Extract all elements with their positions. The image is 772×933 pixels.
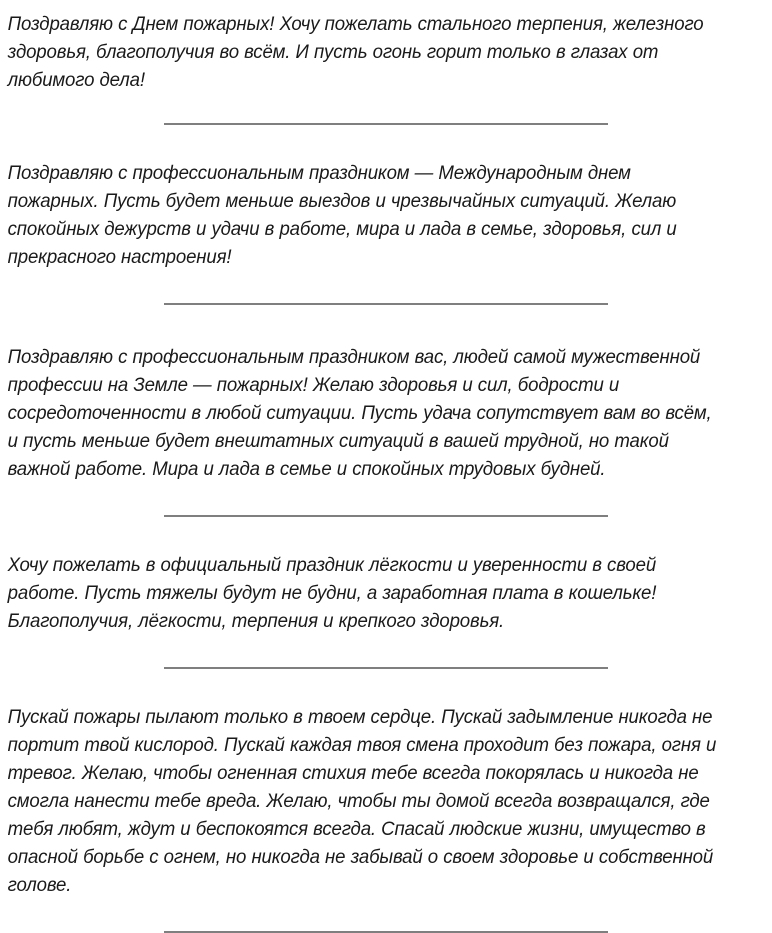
section-divider bbox=[164, 667, 608, 669]
greeting-block bbox=[0, 0, 772, 125]
greeting-text: Поздравляю с Днем пожарных! Хочу пожелать стального терпения, железного здоровья, благополучия во всём. И пусть огонь горит только в глазах от любимого дела! bbox=[7, 13, 704, 91]
greeting-text: Поздравляю с профессиональным праздником — Международным днем пожарных. Пусть будет меньше выездов и чрезвычайных ситуаций. Желаю спокойных дежурств и удачи в работе, мира и лада в семье, здоровья, сил и прекрасного настроения! bbox=[7, 162, 677, 268]
section-divider bbox=[164, 303, 608, 305]
greeting-divider-wrap bbox=[0, 483, 772, 517]
greeting-text: Пускай пожары пылают только в твоем сердце. Пускай задымление никогда не портит твой кислород. Пускай каждая твоя смена проходит без пожара, огня и тревог. Желаю, чтобы огненная стихия тебе всегда покорялась и никогда не смогла нанести тебе вреда. Желаю, чтобы ты домой всегда возвращался, где тебя любят, ждут и беспокоятся всегда. Спасай людские жизни, имущество в опасной борьбе с огнем, но никогда не забывай о своем здоровье и собственной голове. bbox=[7, 706, 717, 896]
greeting-divider-wrap bbox=[0, 94, 772, 125]
greeting-block bbox=[0, 677, 772, 933]
greeting-divider-wrap bbox=[0, 899, 772, 933]
greeting-text: Поздравляю с профессиональным праздником вас, людей самой мужественной профессии на Земле — пожарных! Желаю здоровья и сил, бодрости и сосредоточенности в любой ситуации. Пусть удача сопутствует вам во всём, и пусть меньше будет внештатных ситуаций в вашей трудной, но такой важной работе. Мира и лада в семье и спокойных трудовых будней. bbox=[7, 346, 712, 480]
section-divider bbox=[164, 515, 608, 517]
section-divider bbox=[164, 123, 608, 125]
greeting-block bbox=[0, 133, 772, 305]
greeting-block bbox=[0, 313, 772, 517]
greeting-divider-wrap bbox=[0, 271, 772, 305]
greeting-block bbox=[0, 525, 772, 669]
greeting-text: Хочу пожелать в официальный праздник лёгкости и уверенности в своей работе. Пусть тяжелы будут не будни, а заработная плата в кошельке! Благополучия, лёгкости, терпения и крепкого здоровья. bbox=[7, 554, 657, 632]
greeting-divider-wrap bbox=[0, 635, 772, 669]
